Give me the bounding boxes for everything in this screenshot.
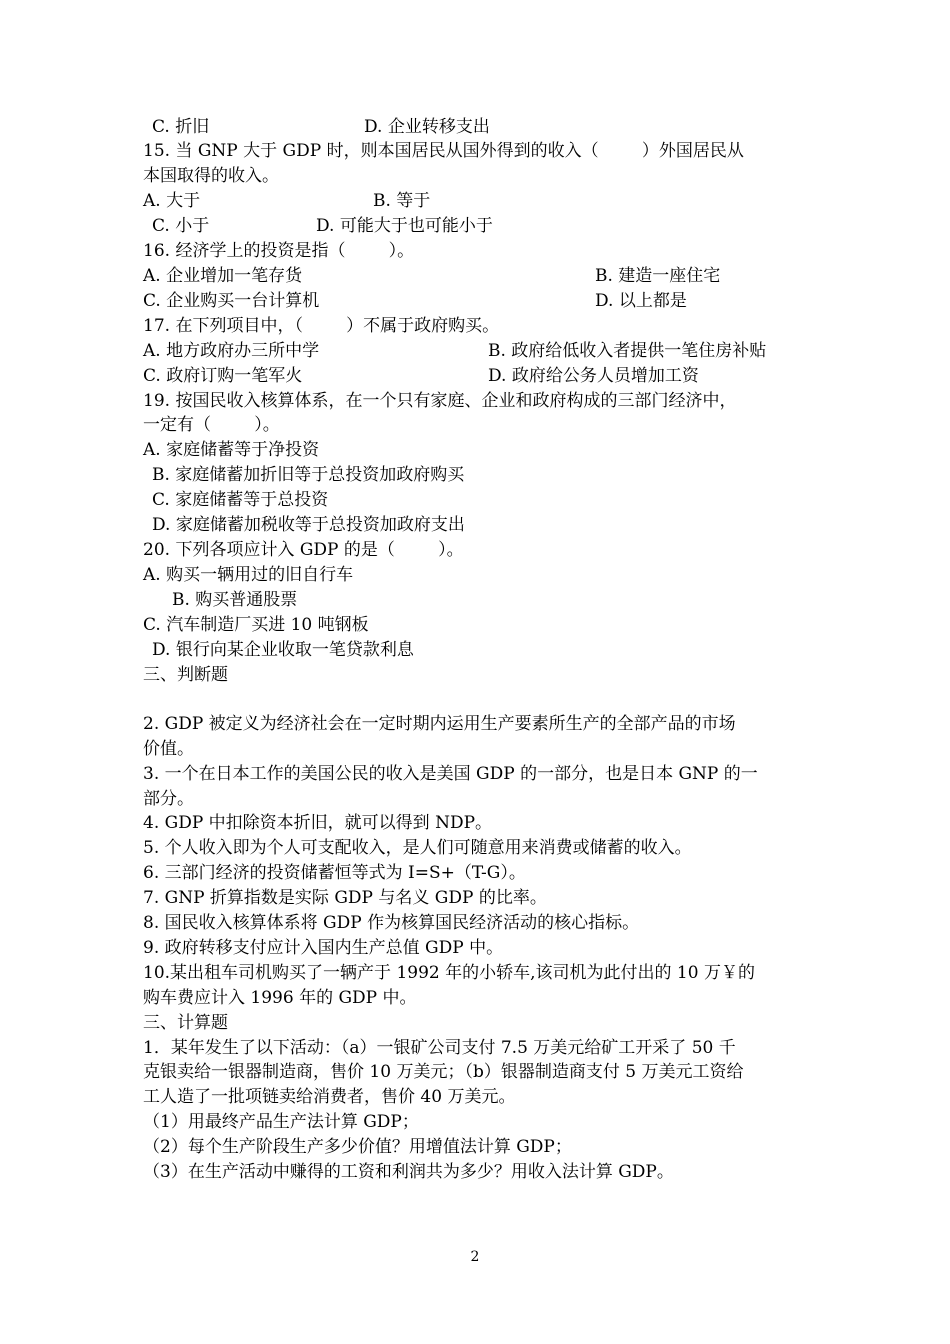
judge-7: 7. GNP 折算指数是实际 GDP 与名义 GDP 的比率。 [143,888,547,908]
judge-10-line1: 10.某出租车司机购买了一辆产于 1992 年的小轿车,该司机为此付出的 10 万￥的 [143,963,755,983]
judge-6: 6. 三部门经济的投资储蓄恒等式为 I=S+（T-G）。 [143,863,526,883]
judge-10-line2: 购车费应计入 1996 年的 GDP 中。 [143,988,417,1008]
calc-1-line3: 工人造了一批项链卖给消费者，售价 40 万美元。 [143,1087,516,1107]
q15-option-a: A. 大于 [143,191,201,211]
section-heading-judge: 三、判断题 [143,665,228,685]
q15-option-d: D. 可能大于也可能小于 [316,216,493,236]
q20-stem: 20. 下列各项应计入 GDP 的是（ ）。 [143,540,464,560]
q17-option-d: D. 政府给公务人员增加工资 [488,366,699,386]
q20-option-a: A. 购买一辆用过的旧自行车 [143,565,354,585]
judge-3-line2: 部分。 [143,789,194,809]
calc-1-sub-1: （1）用最终产品生产法计算 GDP； [143,1112,419,1132]
q15-option-c: C. 小于 [152,216,210,236]
q16-option-d: D. 以上都是 [595,291,687,311]
q16-option-b: B. 建造一座住宅 [595,266,721,286]
q20-option-b: B. 购买普通股票 [172,590,298,610]
q17-option-c: C. 政府订购一笔军火 [143,366,303,386]
q14-option-d: D. 企业转移支出 [364,117,490,137]
q17-option-a: A. 地方政府办三所中学 [143,341,320,361]
q15-stem-line2: 本国取得的收入。 [143,166,279,186]
calc-1-sub-2: （2）每个生产阶段生产多少价值？用增值法计算 GDP； [143,1137,572,1157]
q20-option-c: C. 汽车制造厂买进 10 吨钢板 [143,615,369,635]
calc-1-line1: 1．某年发生了以下活动：（a）一银矿公司支付 7.5 万美元给矿工开采了 50 千 [143,1038,736,1058]
q16-option-c: C. 企业购买一台计算机 [143,291,320,311]
q16-option-a: A. 企业增加一笔存货 [143,266,303,286]
q15-option-b: B. 等于 [373,191,431,211]
q19-option-a: A. 家庭储蓄等于净投资 [143,440,320,460]
q15-stem-line1: 15. 当 GNP 大于 GDP 时，则本国居民从国外得到的收入（ ）外国居民从 [143,141,744,161]
page-number: 2 [470,1249,480,1265]
calc-1-sub-3: （3）在生产活动中赚得的工资和利润共为多少？用收入法计算 GDP。 [143,1162,674,1182]
q14-option-c: C. 折旧 [152,117,210,137]
q19-stem-line2: 一定有（ ）。 [143,415,280,435]
judge-3-line1: 3. 一个在日本工作的美国公民的收入是美国 GDP 的一部分，也是日本 GNP 的一 [143,764,758,784]
section-heading-calc: 三、计算题 [143,1013,228,1033]
q19-stem-line1: 19. 按国民收入核算体系，在一个只有家庭、企业和政府构成的三部门经济中， [143,391,737,411]
judge-2-line1: 2. GDP 被定义为经济社会在一定时期内运用生产要素所生产的全部产品的市场 [143,714,736,734]
judge-2-line2: 价值。 [143,739,194,759]
q17-stem: 17. 在下列项目中，（ ）不属于政府购买。 [143,316,500,336]
q19-option-b: B. 家庭储蓄加折旧等于总投资加政府购买 [152,465,465,485]
judge-9: 9. 政府转移支付应计入国内生产总值 GDP 中。 [143,938,504,958]
q20-option-d: D. 银行向某企业收取一笔贷款利息 [152,640,414,660]
q19-option-d: D. 家庭储蓄加税收等于总投资加政府支出 [152,515,465,535]
judge-4: 4. GDP 中扣除资本折旧，就可以得到 NDP。 [143,813,493,833]
judge-8: 8. 国民收入核算体系将 GDP 作为核算国民经济活动的核心指标。 [143,913,640,933]
q16-stem: 16. 经济学上的投资是指（ ）。 [143,241,415,261]
q19-option-c: C. 家庭储蓄等于总投资 [152,490,329,510]
q17-option-b: B. 政府给低收入者提供一笔住房补贴 [488,341,767,361]
judge-5: 5. 个人收入即为个人可支配收入，是人们可随意用来消费或储蓄的收入。 [143,838,692,858]
calc-1-line2: 克银卖给一银器制造商，售价 10 万美元；（b）银器制造商支付 5 万美元工资给 [143,1062,744,1082]
